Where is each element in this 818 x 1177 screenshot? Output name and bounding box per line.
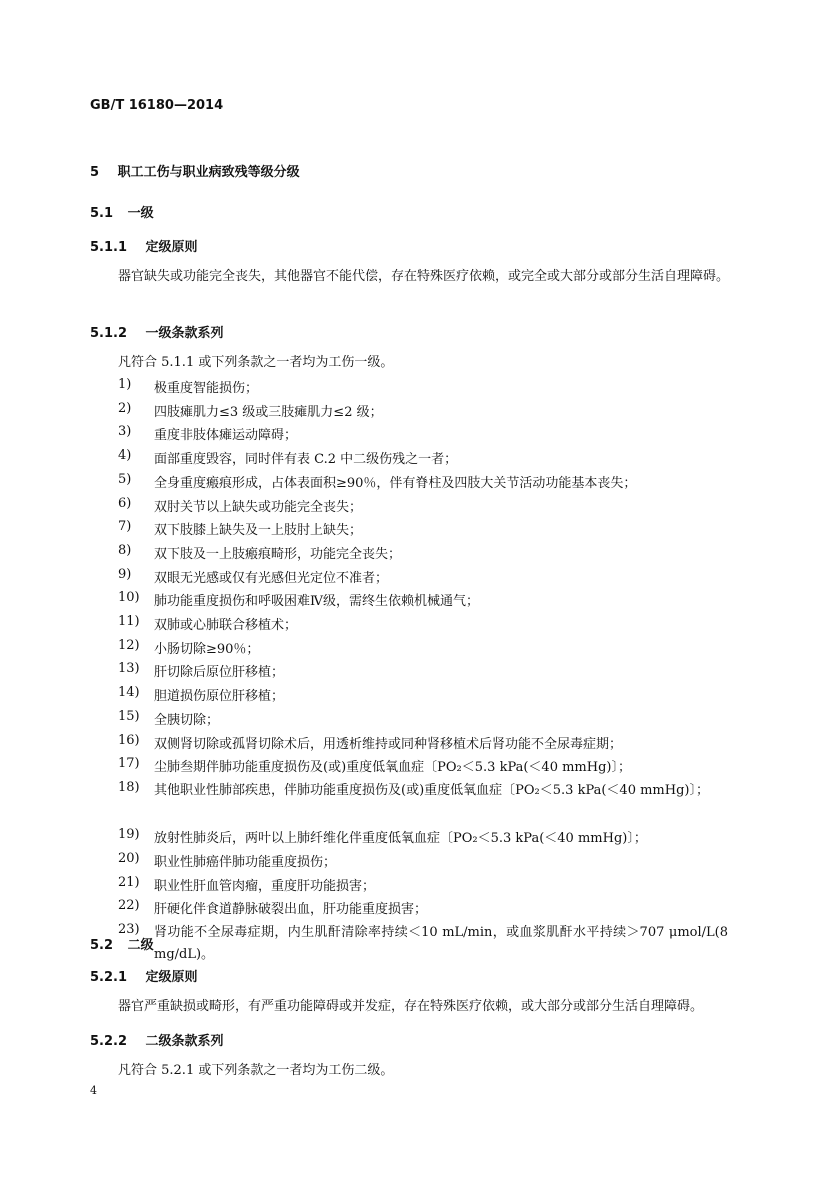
clause-number: 16) bbox=[118, 732, 140, 748]
grading-principle-text: 器官缺失或功能完全丧失，其他器官不能代偿，存在特殊医疗依赖，或完全或大部分或部分生活自理障碍。 bbox=[118, 269, 730, 284]
section-title: 一级条款系列 bbox=[145, 326, 224, 341]
section-title: 一级 bbox=[127, 206, 154, 221]
clause-text: 双下肢及一上肢瘢痕畸形，功能完全丧失； bbox=[154, 546, 402, 562]
clause-number: 6) bbox=[118, 495, 132, 511]
section-5-1-1-heading bbox=[90, 236, 198, 255]
clause-text: 全身重度瘢痕形成，占体表面积≥90％，伴有脊柱及四肢大关节活动功能基本丧失； bbox=[154, 475, 637, 491]
clause-number: 2) bbox=[118, 400, 132, 416]
clause-text: 双侧肾切除或孤肾切除术后，用透析维持或同种肾移植术后肾功能不全尿毒症期； bbox=[154, 736, 623, 752]
clause-intro: 凡符合 5.2.1 或下列条款之一者均为工伤二级。 bbox=[118, 1063, 394, 1078]
clause-number: 8) bbox=[118, 542, 132, 558]
section-title: 职工工伤与职业病致残等级分级 bbox=[117, 165, 300, 180]
section-5-heading bbox=[90, 161, 300, 180]
section-5-2-2-heading bbox=[90, 1030, 224, 1049]
clause-number: 13) bbox=[118, 661, 140, 677]
clause-text: 肝切除后原位肝移植； bbox=[154, 665, 285, 681]
clause-number: 22) bbox=[118, 898, 140, 914]
clause-number: 15) bbox=[118, 708, 140, 724]
clause-number: 7) bbox=[118, 519, 132, 535]
section-number: 5.1.2 bbox=[90, 326, 128, 341]
section-title: 二级 bbox=[127, 938, 154, 953]
clause-text: 职业性肺癌伴肺功能重度损伤； bbox=[154, 855, 337, 870]
section-number: 5.2.2 bbox=[90, 1034, 128, 1049]
section-5-2-1-heading bbox=[90, 966, 198, 985]
clause-text: 双肘关节以上缺失或功能完全丧失； bbox=[154, 499, 363, 515]
clause-text: 极重度智能损伤； bbox=[154, 381, 259, 396]
clause-text: 放射性肺炎后，两叶以上肺纤维化伴重度低氧血症〔PO₂＜5.3 kPa(＜40 mmHg)〕； bbox=[154, 831, 647, 847]
clause-number: 4) bbox=[118, 448, 132, 464]
clause-text: 双下肢膝上缺失及一上肢肘上缺失； bbox=[154, 523, 363, 539]
clause-text: 四肢瘫肌力≤3 级或三肢瘫肌力≤2 级； bbox=[154, 404, 383, 420]
clause-number: 9) bbox=[118, 566, 132, 582]
section-5-1-2-heading bbox=[90, 322, 224, 341]
section-number: 5.2 bbox=[90, 938, 114, 953]
clause-text: 双眼无光感或仅有光感但光定位不准者； bbox=[154, 570, 389, 586]
clause-number: 5) bbox=[118, 471, 132, 487]
clause-number: 21) bbox=[118, 874, 140, 890]
section-number: 5.1.1 bbox=[90, 240, 128, 255]
clause-number: 12) bbox=[118, 637, 140, 653]
clause-number: 17) bbox=[118, 756, 140, 772]
clause-number: 1) bbox=[118, 377, 132, 392]
section-number: 5.2.1 bbox=[90, 970, 128, 985]
clause-number: 19) bbox=[118, 827, 140, 843]
clause-number: 3) bbox=[118, 424, 132, 440]
clause-number: 20) bbox=[118, 851, 140, 866]
clause-text: 肺功能重度损伤和呼吸困难Ⅳ级，需终生依赖机械通气； bbox=[154, 594, 479, 610]
clause-text: 肾功能不全尿毒症期，内生肌酐清除率持续＜10 mL/min，或血浆肌酐水平持续＞707 μmol/L(8 mg/dL)。 bbox=[154, 925, 728, 963]
clause-text: 双肺或心肺联合移植术； bbox=[154, 618, 298, 633]
section-5-1-heading bbox=[90, 202, 154, 221]
section-number: 5.1 bbox=[90, 206, 114, 221]
clause-text: 职业性肝血管肉瘤，重度肝功能损害； bbox=[154, 878, 376, 894]
clause-text: 重度非肢体瘫运动障碍； bbox=[154, 428, 298, 444]
clause-text: 胆道损伤原位肝移植； bbox=[154, 689, 285, 705]
section-title: 定级原则 bbox=[145, 970, 198, 985]
grading-principle-text: 器官严重缺损或畸形，有严重功能障碍或并发症，存在特殊医疗依赖，或大部分或部分生活自理障碍。 bbox=[118, 999, 704, 1014]
clause-text: 肝硬化伴食道静脉破裂出血，肝功能重度损害； bbox=[154, 902, 428, 918]
section-5-2-heading bbox=[90, 934, 154, 953]
clause-number: 18) bbox=[118, 779, 140, 795]
page-number: 4 bbox=[90, 1084, 97, 1097]
section-title: 二级条款系列 bbox=[145, 1034, 224, 1049]
clause-text: 其他职业性肺部疾患，伴肺功能重度损伤及(或)重度低氧血症〔PO₂＜5.3 kPa(＜40 mmHg)〕； bbox=[154, 782, 709, 798]
section-title: 定级原则 bbox=[145, 240, 198, 255]
clause-number: 23) bbox=[118, 922, 140, 938]
clause-number: 14) bbox=[118, 685, 140, 701]
clause-text: 尘肺叁期伴肺功能重度损伤及(或)重度低氧血症〔PO₂＜5.3 kPa(＜40 mmHg)〕； bbox=[154, 760, 631, 776]
standard-number: GB/T 16180—2014 bbox=[90, 98, 224, 113]
clause-number: 10) bbox=[118, 590, 140, 606]
clause-intro: 凡符合 5.1.1 或下列条款之一者均为工伤一级。 bbox=[118, 355, 394, 370]
clause-number: 11) bbox=[118, 614, 140, 629]
clause-text: 小肠切除≥90％； bbox=[154, 641, 260, 657]
clause-text: 全胰切除； bbox=[154, 712, 220, 728]
section-number: 5 bbox=[90, 165, 100, 180]
clause-text: 面部重度毁容，同时伴有表 C.2 中二级伤残之一者； bbox=[154, 452, 458, 468]
